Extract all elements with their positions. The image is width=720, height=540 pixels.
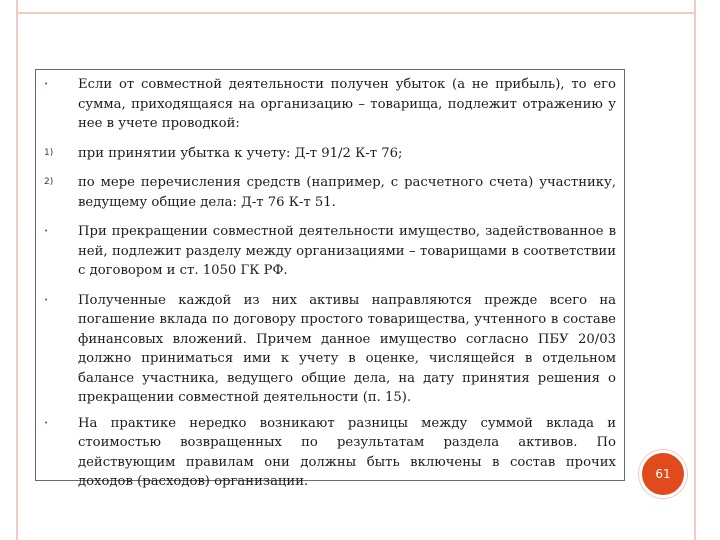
page-number-badge: 61 (639, 450, 687, 498)
list-item-text: На практике нередко возникают разницы между суммой вклада и стоимостью возвращенных по результатам раздела активов. По действующим правилам они должны быть включены в состав прочих доходов (расходов) организации. (78, 415, 616, 489)
bullet-icon: • (44, 418, 49, 427)
list-item (42, 222, 616, 281)
slide-content (35, 69, 625, 489)
list-item (42, 173, 616, 212)
decorative-frame-top (16, 12, 696, 14)
bullet-icon: • (44, 295, 49, 304)
list-item (42, 75, 616, 134)
decorative-frame-right (694, 0, 696, 540)
bullet-icon: • (44, 227, 49, 235)
list-item-text: по мере перечисления средств (например, с расчетного счета) участнику, ведущему общие дела: Д-т 76 К-т 51. (78, 175, 616, 210)
list-number: 1) (44, 147, 54, 158)
list-number: 2) (44, 177, 54, 187)
list-item-text: при принятии убытка к учету: Д-т 91/2 К-т 76; (78, 145, 403, 161)
list-item (42, 414, 616, 492)
decorative-frame-left (16, 0, 18, 540)
bullet-icon: • (44, 80, 49, 88)
list-item-text: Если от совместной деятельности получен убыток (а не прибыль), то его сумма, приходящаяся на организацию – товарища, подлежит отражению у нее в учете проводкой: (78, 77, 616, 131)
list-item (42, 144, 616, 164)
list-item-text: Полученные каждой из них активы направляются прежде всего на погашение вклада по договору простого товарищества, учтенного в составе финансовых вложений. Причем данное имущество согласно ПБУ 20/03 должно приниматься ими к учету в оценке, числящейся в отдельном балансе участника, ведущего общие дела, на дату принятия решения о прекращении совместной деятельности (п. 15). (78, 292, 616, 405)
list-item-text: При прекращении совместной деятельности имущество, задействованное в ней, подлежит разделу между организациями – товарищами в соответствии с договором и ст. 1050 ГК РФ. (78, 224, 616, 278)
list-item (42, 291, 616, 408)
